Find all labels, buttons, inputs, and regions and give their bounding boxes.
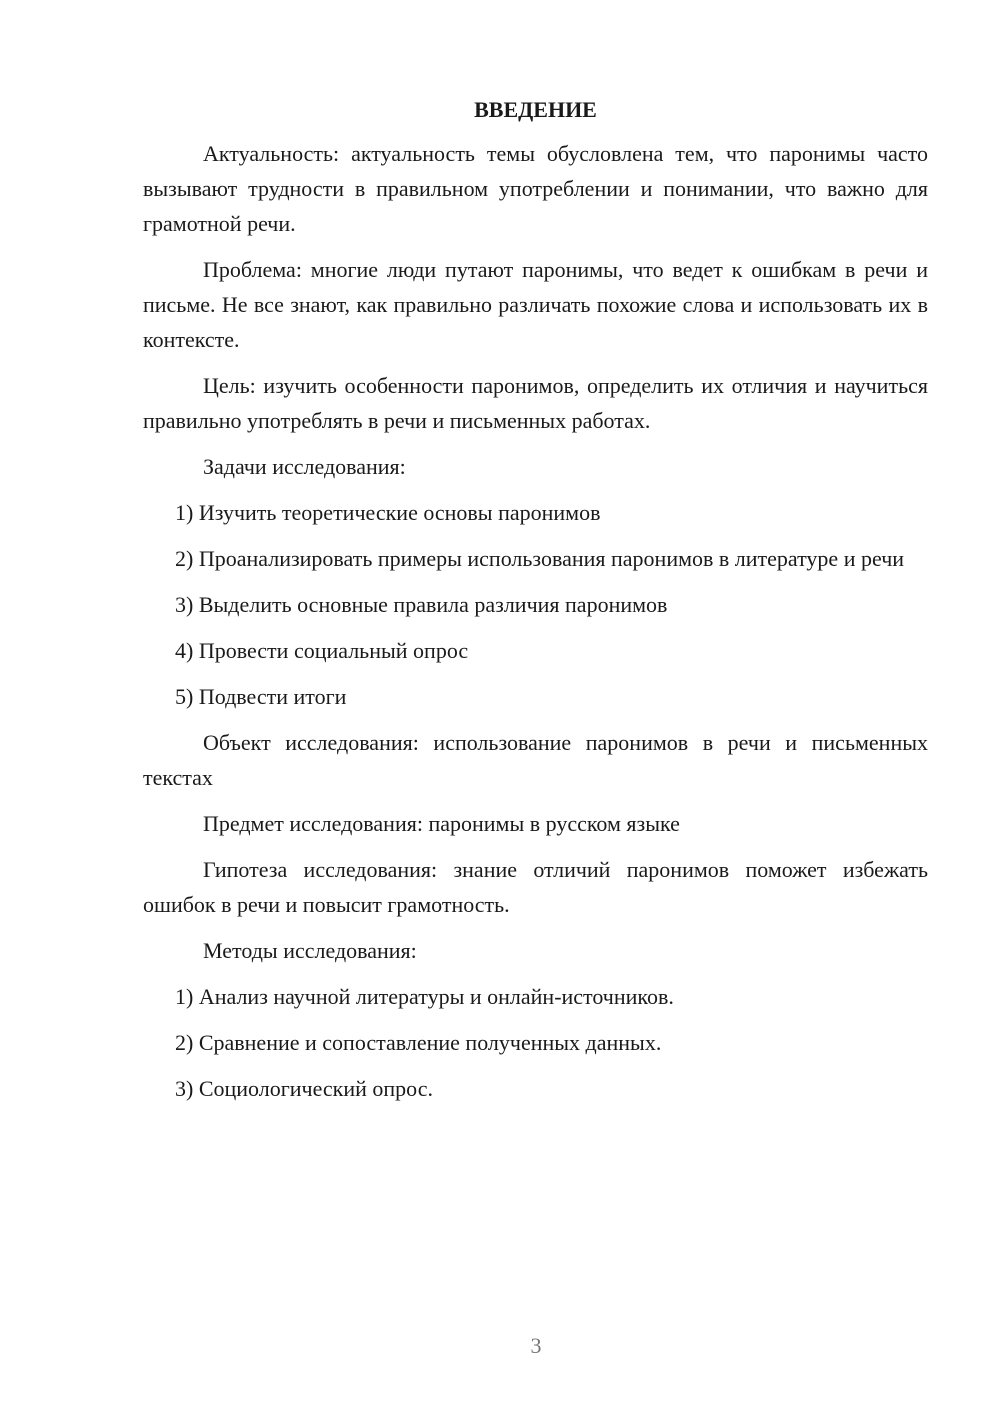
object-paragraph: Объект исследования: использование паронимов в речи и письменных текстах [143,730,928,790]
relevance-paragraph: Актуальность: актуальность темы обусловлена тем, что паронимы часто вызывают трудности в правильном употреблении и понимании, что важно для грамотной речи. [143,141,928,236]
task-item: 4) Провести социальный опрос [175,638,469,663]
page-content [143,92,928,1117]
page-number: 3 [530,1333,542,1358]
task-item: 2) Проанализировать примеры использования паронимов в литературе и речи [175,546,905,571]
page-title: ВВЕДЕНИЕ [474,97,597,122]
problem-paragraph: Проблема: многие люди путают паронимы, что ведет к ошибкам в речи и письме. Не все знают, как правильно различать похожие слова и использовать их в контексте. [143,257,928,352]
method-item: 2) Сравнение и сопоставление полученных данных. [175,1030,662,1055]
subject-paragraph: Предмет исследования: паронимы в русском языке [203,811,680,836]
method-item: 3) Социологический опрос. [175,1076,433,1101]
methods-heading: Методы исследования: [203,938,417,963]
task-item: 3) Выделить основные правила различия паронимов [175,592,668,617]
task-item: 1) Изучить теоретические основы паронимов [175,500,601,525]
goal-paragraph: Цель: изучить особенности паронимов, определить их отличия и научиться правильно употреблять в речи и письменных работах. [143,373,928,433]
task-item: 5) Подвести итоги [175,684,347,709]
hypothesis-paragraph: Гипотеза исследования: знание отличий паронимов поможет избежать ошибок в речи и повысит грамотность. [143,857,928,917]
tasks-heading: Задачи исследования: [203,454,406,479]
method-item: 1) Анализ научной литературы и онлайн-источников. [175,984,674,1009]
